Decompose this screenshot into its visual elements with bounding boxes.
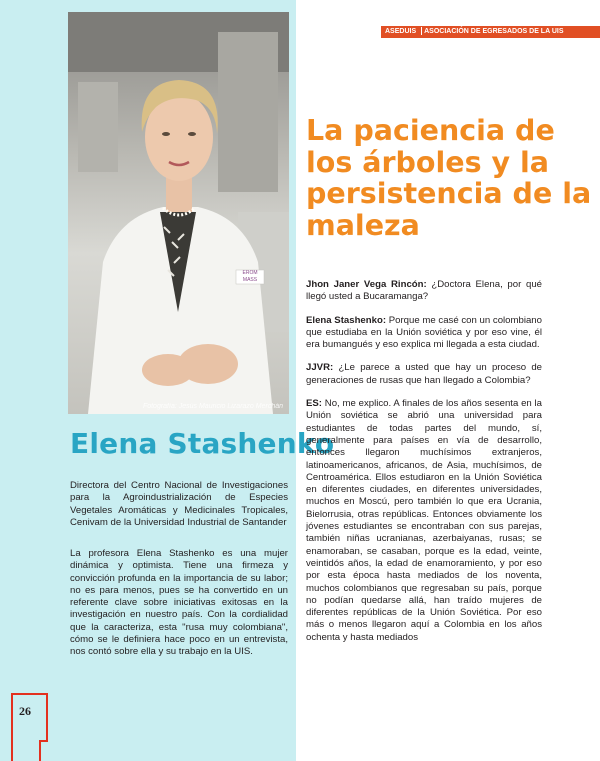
- article-headline: La paciencia de los árboles y la persistencia de la maleza: [306, 114, 592, 242]
- profile-caption: Directora del Centro Nacional de Investigaciones para la Agroindustrialización de Especies Vegetales Aromáticas y Medicinales Tropicales, Cenivam de la Universidad Industrial de Santander: [70, 480, 288, 528]
- paragraph-text: ¿Doctora Elena, por qué llegó usted a Bucaramanga?: [306, 279, 542, 303]
- photo-credit: Fotografía: Jesús Mauricio Lizarazo Merchán: [142, 403, 283, 410]
- paragraph-text: No, me explico. A finales de los años sesenta en la Unión soviética se abrió una universidad para estudiantes de todas partes del mundo, sí, generalmente para países en vía de desarrollo, entonces llegaron muchísimos extranjeros, latinoamericanos, africanos, de Asia, muchísimos, de Centroamérica. Ellos estudiaron en la Unión Soviética en diferentes ciudades, en diferentes universidades, muchos en Moscú, pero también lo que era Ucrania, Bielorrusia, otras repúblicas. Entonces obviamente los jóvenes estudiantes se encontraban con sus parejas, también niñas ucranianas, azerbaiyanas, rusas; se enamoraban, se casaban, porque es la edad, veinte, veintidós años, la edad de enamoramiento, y por eso por esta época hasta mediados de los noventa, muchos colombianos que regresaban su país, porque no podían quedarse allá, han traído mujeres de diferentes repúblicas de la Unión Soviética. Por eso más o menos llegaron aquí a Colombia en los años ochenta y hasta mediados: [306, 398, 542, 643]
- intro-paragraph: La profesora Elena Stashenko es una mujer dinámica y optimista. Tiene una firmeza y convicción profunda en la importancia de su labor; no es para menos, pues se ha convertido en un referente clave sobre iniciativas exitosas en la investigación en nuestro país. Con la cordialidad que la caracteriza, esta "rusa muy colombiana", cómo se le definiera hace poco en un entrevista, nos contó sobre ella y su trabajo en la UIS.: [70, 548, 288, 658]
- page-number: 26: [19, 704, 31, 718]
- paragraph-text: Porque me casé con un colombiano que estudiaba en la Unión soviética y por eso vine, él era bumangués y eso explica mi llegada a esta ciudad.: [306, 314, 542, 351]
- paragraph-text: ¿Le parece a usted que hay un proceso de generaciones de rusas que han llegado a Colombia?: [306, 362, 542, 386]
- profile-name: Elena Stashenko: [70, 427, 335, 460]
- speaker-label: ES:: [306, 398, 322, 410]
- speaker-label: Jhon Janer Vega Rincón:: [306, 279, 427, 290]
- header-label: ASOCIACIÓN DE EGRESADOS DE LA UIS: [424, 28, 564, 35]
- coat-label: EROM MASS: [242, 270, 258, 283]
- speaker-label: JJVR:: [306, 362, 334, 374]
- header-badge: ASEDUIS: [385, 28, 417, 35]
- speaker-label: Elena Stashenko:: [306, 314, 387, 326]
